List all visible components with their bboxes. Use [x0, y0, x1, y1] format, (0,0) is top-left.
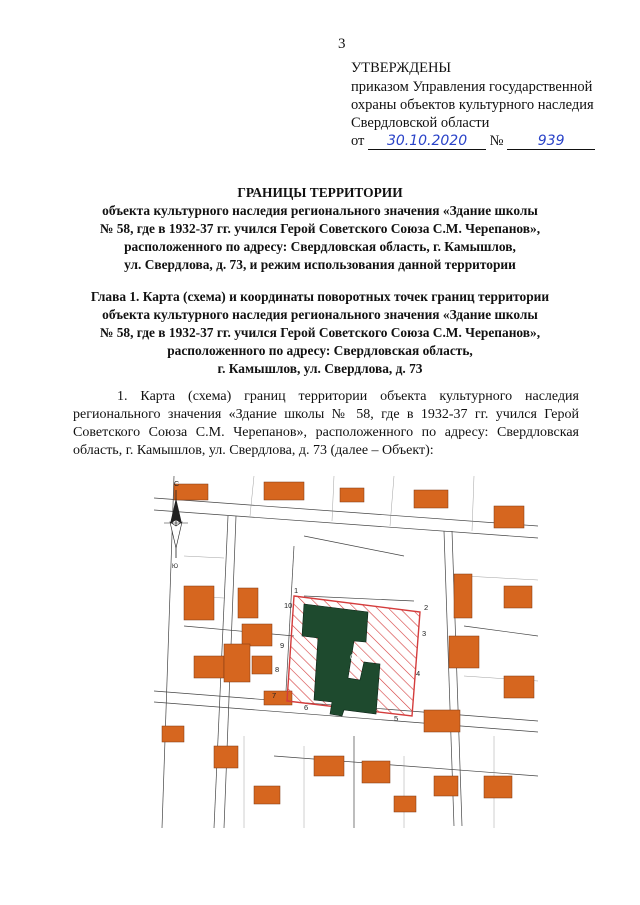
approval-line-3: Свердловской области	[351, 115, 490, 131]
territory-map	[154, 476, 538, 828]
paragraph-line-3: Советского Союза С.М. Черепанов», расположенного по адресу: Свердловская	[73, 425, 579, 440]
date-field	[368, 134, 486, 150]
chapter-heading-line-4: расположенного по адресу: Свердловская область,	[167, 343, 473, 358]
number-value: 939	[537, 133, 565, 149]
compass-north-label: С	[174, 481, 180, 488]
chapter-heading-line-5: г. Камышлов, ул. Свердлова, д. 73	[217, 361, 423, 376]
compass-south-label: Ю	[172, 564, 179, 570]
title-line-2: № 58, где в 1932-37 гг. учился Герой Советского Союза С.М. Черепанов»,	[99, 221, 541, 236]
approval-date-row	[351, 132, 595, 151]
date-prefix: от	[351, 133, 365, 149]
title-line-4: ул. Свердлова, д. 73, и режим использования данной территории	[124, 257, 516, 272]
approval-title: УТВЕРЖДЕНЫ	[351, 60, 452, 76]
paragraph-line-1: 1. Карта (схема) границ территории объекта культурного наследия	[117, 389, 579, 404]
chapter-heading-line-3: № 58, где в 1932-37 гг. учился Герой Советского Союза С.М. Черепанов»,	[99, 325, 541, 340]
point-label: 4	[416, 669, 421, 678]
number-prefix: №	[489, 133, 504, 149]
point-label: 10	[284, 601, 293, 610]
point-label: 6	[304, 703, 309, 712]
chapter-heading-line-1: Глава 1. Карта (схема) и координаты поворотных точек границ территории	[90, 289, 550, 304]
paragraph-line-4: область, г. Камышлов, ул. Свердлова, д. 73 (далее – Объект):	[73, 443, 434, 458]
title-line-3: расположенного по адресу: Свердловская область, г. Камышлов,	[124, 239, 516, 254]
point-label: 7	[272, 691, 277, 700]
approval-line-1: приказом Управления государственной	[351, 79, 593, 95]
title-line-1: объекта культурного наследия регионального значения «Здание школы	[102, 203, 538, 218]
point-label: 1	[294, 586, 299, 595]
number-field	[507, 134, 595, 150]
point-label: 5	[394, 714, 399, 723]
point-label: 9	[280, 641, 285, 650]
point-label: 3	[422, 629, 427, 638]
object-label: ОКН	[350, 653, 367, 662]
paragraph-line-2: регионального значения «Здание школы № 58, где в 1932-37 гг. учился Герой	[73, 407, 579, 422]
chapter-heading-line-2: объекта культурного наследия регионального значения «Здание школы	[102, 307, 538, 322]
point-label: 8	[275, 665, 280, 674]
page-number: 3	[338, 36, 346, 52]
date-value: 30.10.2020	[386, 133, 468, 149]
approval-line-2: охраны объектов культурного наследия	[351, 97, 594, 113]
document-title: ГРАНИЦЫ ТЕРРИТОРИИ	[237, 185, 403, 200]
point-label: 2	[424, 603, 429, 612]
